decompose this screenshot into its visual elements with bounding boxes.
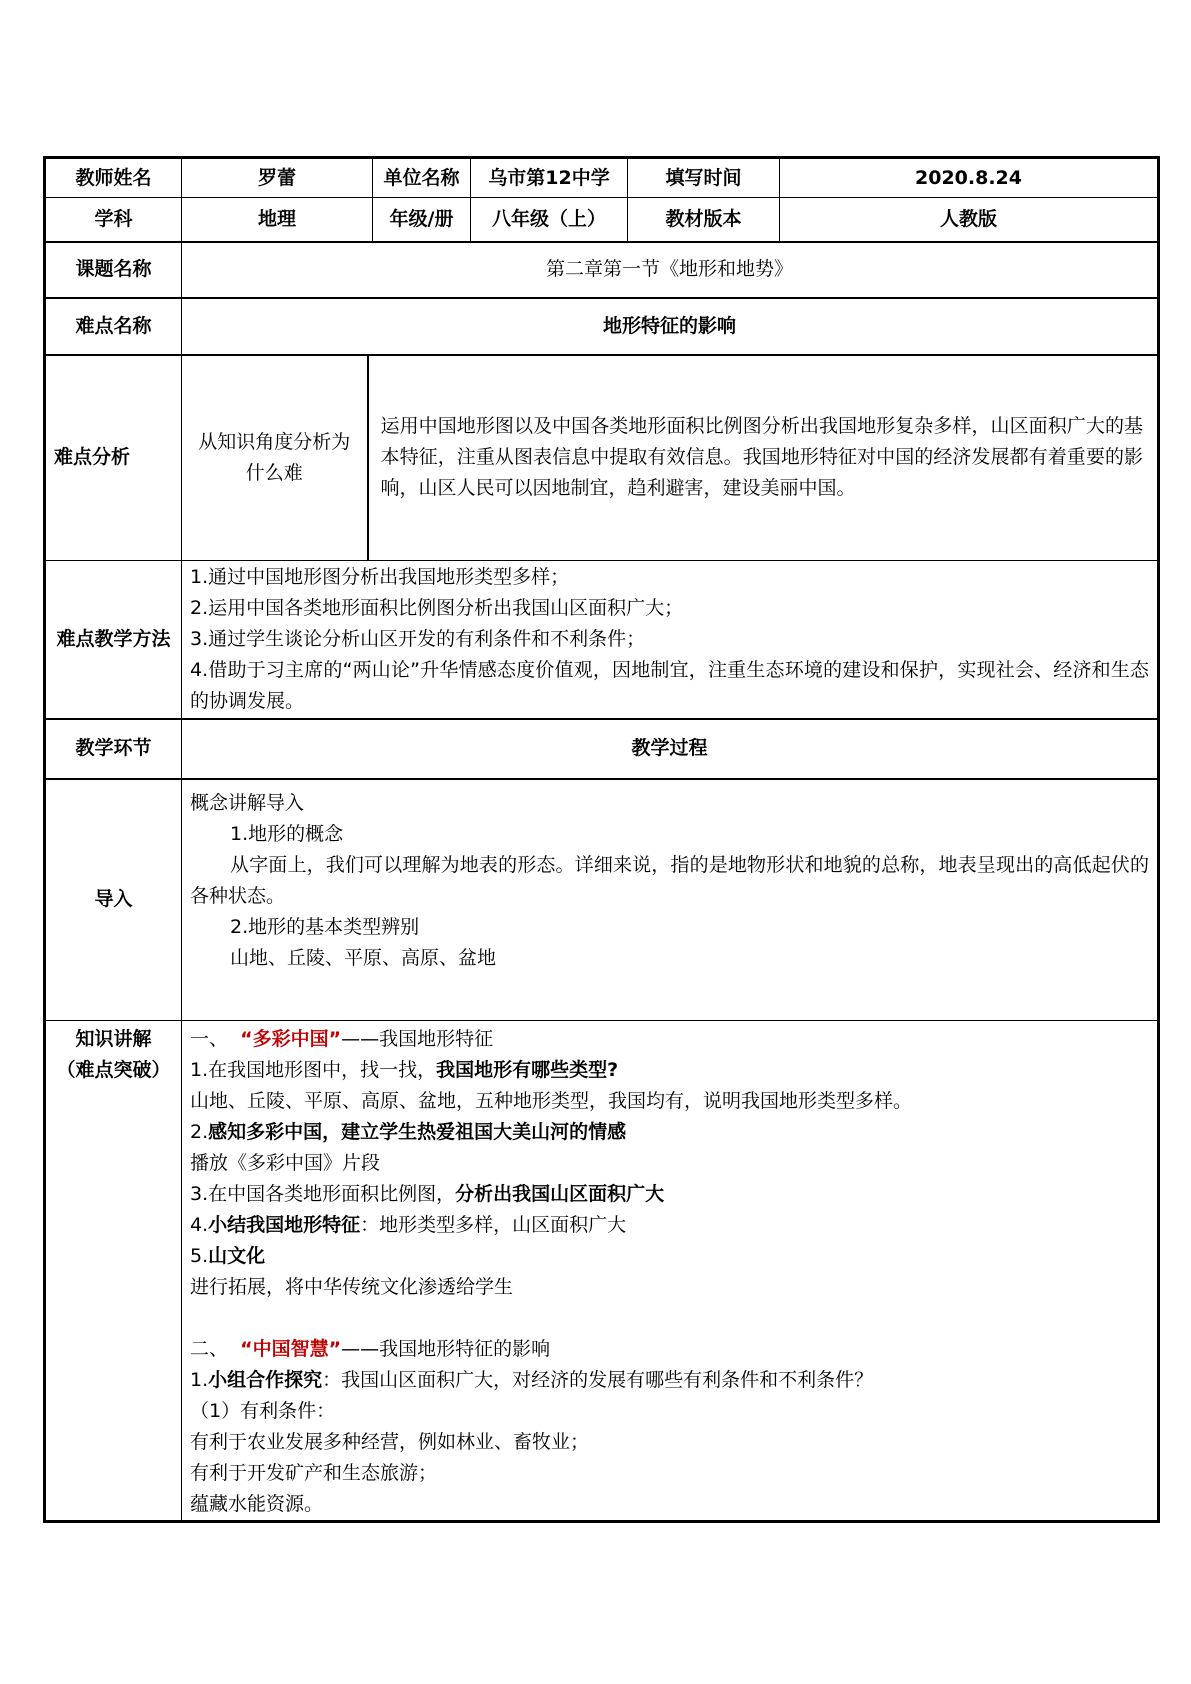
knowledge-para-4: 播放《多彩中国》片段 (190, 1152, 381, 1174)
topic-label: 课题名称 (45, 242, 182, 298)
methods-label: 难点教学方法 (45, 561, 182, 719)
topic-row (45, 242, 1159, 298)
knowledge-question (190, 1365, 1149, 1396)
intro-label: 导入 (45, 779, 182, 1021)
analysis-text: 运用中国地形图以及中国各类地形面积比例图分析出我国地形复杂多样，山区面积广大的基本特征，注重从图表信息中提取有效信息。我国地形特征对中国的经济发展都有着重要的影响，山区人民可以因地制宜，趋利避害，建设美丽中国。 (368, 355, 1159, 561)
knowledge-para-1 (190, 1055, 1149, 1086)
process-header-row (45, 719, 1159, 779)
grade-value: 八年级（上） (471, 198, 628, 242)
knowledge-label-line-1: 知识讲解 (75, 1028, 152, 1050)
method-item-1: 1.通过中国地形图分析出我国地形类型多样； (190, 565, 570, 588)
teacher-name-value: 罗蕾 (182, 158, 373, 198)
para-6-bold: 小结我国地形特征 (208, 1214, 361, 1236)
condition-item-3: 蕴藏水能资源。 (190, 1493, 324, 1515)
header-row-1 (45, 158, 1159, 198)
condition-heading: （1）有利条件： (190, 1400, 336, 1422)
condition-item-2: 有利于开发矿产和生态旅游； (190, 1462, 438, 1484)
methods-row (45, 561, 1159, 719)
intro-line-2: 1.地形的概念 (230, 822, 344, 845)
knowledge-para-2: 山地、丘陵、平原、高原、盆地，五种地形类型，我国均有，说明我国地形类型多样。 (190, 1090, 913, 1112)
section-1-highlight: “多彩中国” (240, 1028, 342, 1050)
subject-label: 学科 (45, 198, 182, 242)
knowledge-para-6 (190, 1210, 1149, 1241)
methods-list (182, 561, 1159, 719)
para-1-text: 1.在我国地形图中，找一找， (190, 1059, 437, 1081)
analysis-row (45, 355, 1159, 561)
knowledge-row (45, 1021, 1159, 1522)
intro-content (182, 779, 1159, 1021)
unit-name-label: 单位名称 (373, 158, 471, 198)
process-stage-label: 教学环节 (45, 719, 182, 779)
knowledge-para-3 (190, 1117, 1149, 1148)
section-2-highlight: “中国智慧” (240, 1338, 342, 1360)
method-item-3: 3.通过学生谈论分析山区开发的有利条件和不利条件； (190, 627, 646, 650)
process-title: 教学过程 (182, 719, 1159, 779)
intro-line-1: 概念讲解导入 (190, 791, 305, 814)
difficulty-row (45, 298, 1159, 355)
question-text: ：我国山区面积广大，对经济的发展有哪些有利条件和不利条件？ (322, 1369, 874, 1391)
intro-line-4: 2.地形的基本类型辨别 (230, 915, 420, 938)
condition-item-1: 有利于农业发展多种经营，例如林业、畜牧业； (190, 1431, 590, 1453)
intro-row (45, 779, 1159, 1021)
intro-line-3: 从字面上，我们可以理解为地表的形态。详细来说，指的是地物形状和地貌的总称，地表呈现出的高低起伏的各种状态。 (190, 853, 1150, 907)
paragraph-spacer (190, 1303, 1149, 1334)
para-5-bold: 分析出我国山区面积广大 (455, 1183, 665, 1205)
knowledge-content (182, 1021, 1159, 1522)
para-7-number: 5. (190, 1245, 209, 1267)
question-number: 1. (190, 1369, 209, 1391)
edition-value: 人教版 (780, 198, 1159, 242)
para-1-bold: 我国地形有哪些类型? (436, 1059, 619, 1081)
para-3-number: 2. (190, 1121, 209, 1143)
difficulty-label: 难点名称 (45, 298, 182, 355)
knowledge-label (45, 1021, 182, 1522)
knowledge-para-8: 进行拓展，将中华传统文化渗透给学生 (190, 1276, 514, 1298)
para-6-number: 4. (190, 1214, 209, 1236)
grade-label: 年级/册 (373, 198, 471, 242)
fill-date-value: 2020.8.24 (780, 158, 1159, 198)
section-2-title: ——我国地形特征的影响 (341, 1338, 551, 1360)
section-1-heading (190, 1024, 1149, 1055)
method-item-2: 2.运用中国各类地形面积比例图分析出我国山区面积广大； (190, 596, 684, 619)
header-row-2 (45, 198, 1159, 242)
section-1-title: ——我国地形特征 (341, 1028, 494, 1050)
edition-label: 教材版本 (628, 198, 780, 242)
teacher-name-label: 教师姓名 (45, 158, 182, 198)
knowledge-para-5 (190, 1179, 1149, 1210)
question-bold: 小组合作探究 (208, 1369, 323, 1391)
section-2-number: 二、 (190, 1338, 229, 1360)
section-1-number: 一、 (190, 1028, 229, 1050)
analysis-sub-label: 从知识角度分析为什么难 (182, 355, 368, 561)
knowledge-para-7 (190, 1241, 1149, 1272)
difficulty-value: 地形特征的影响 (182, 298, 1159, 355)
knowledge-label-line-2: （难点突破） (56, 1059, 171, 1081)
method-item-4: 4.借助于习主席的“两山论”升华情感态度价值观，因地制宜，注重生态环境的建设和保护，实现社会、经济和生态的协调发展。 (190, 658, 1150, 712)
subject-value: 地理 (182, 198, 373, 242)
fill-date-label: 填写时间 (628, 158, 780, 198)
topic-value: 第二章第一节《地形和地势》 (182, 242, 1159, 298)
analysis-label: 难点分析 (45, 355, 182, 561)
para-7-bold: 山文化 (208, 1245, 266, 1267)
lesson-plan-table (43, 156, 1160, 1523)
para-5-text: 3.在中国各类地形面积比例图， (190, 1183, 456, 1205)
section-2-heading (190, 1334, 1149, 1365)
para-6-text: ：地形类型多样，山区面积广大 (360, 1214, 627, 1236)
unit-name-value: 乌市第12中学 (471, 158, 628, 198)
intro-line-5: 山地、丘陵、平原、高原、盆地 (230, 946, 497, 969)
para-3-bold: 感知多彩中国，建立学生热爱祖国大美山河的情感 (208, 1121, 627, 1143)
